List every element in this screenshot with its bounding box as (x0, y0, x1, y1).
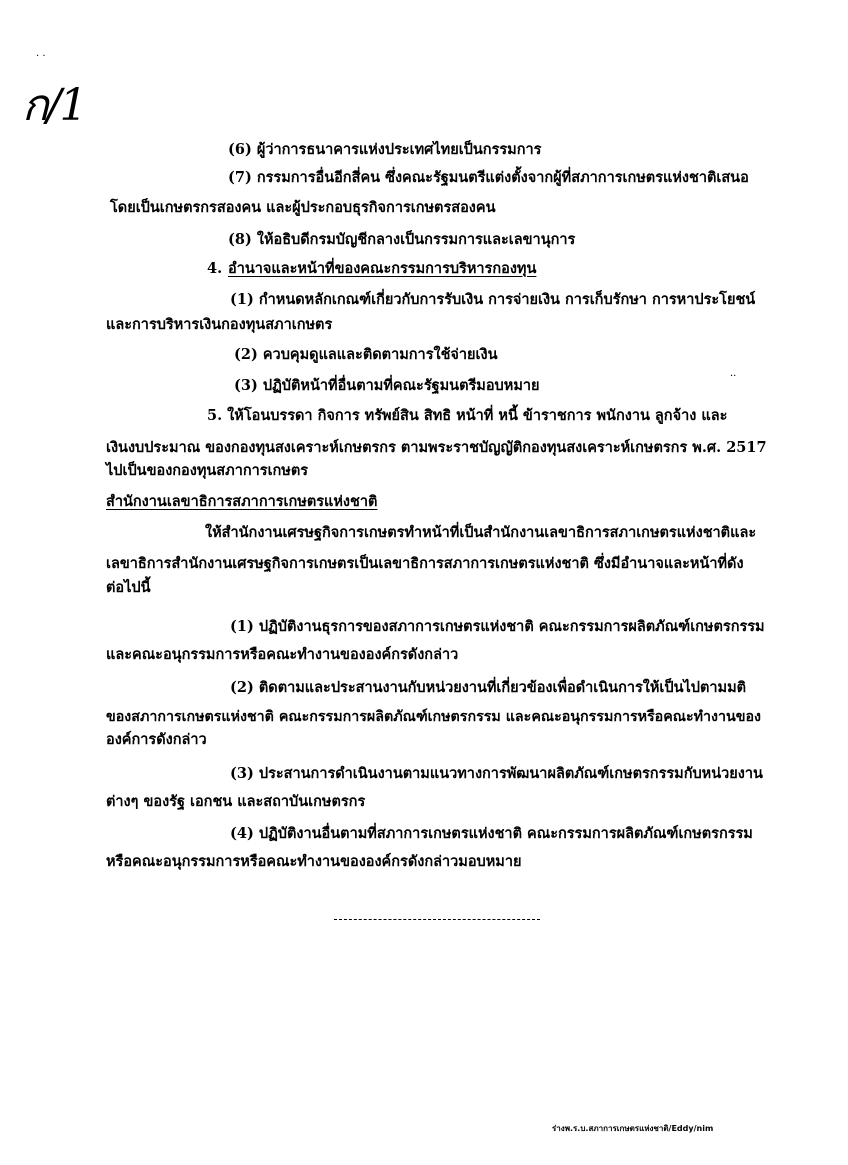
text-line: โดยเป็นเกษตรกรสองคน และผู้ประกอบธุรกิจการเกษตรสองคน (110, 199, 496, 216)
text-line: ให้สำนักงานเศรษฐกิจการเกษตรทำหน้าที่เป็นสำนักงานเลขาธิการสภาเกษตรแห่งชาติและ (205, 524, 757, 541)
text-line: ไปเป็นของกองทุนสภาการเกษตร (106, 462, 309, 479)
section-heading: อำนาจและหน้าที่ของคณะกรรมการบริหารกองทุน (228, 260, 537, 277)
text-line: เลขาธิการสำนักงานเศรษฐกิจการเกษตรเป็นเลขาธิการสภาการเกษตรแห่งชาติ ซึ่งมีอำนาจและหน้าที่ดัง (106, 555, 744, 572)
text-line: (1) กำหนดหลักเกณฑ์เกี่ยวกับการรับเงิน การจ่ายเงิน การเก็บรักษา การหาประโยชน์ (230, 291, 756, 308)
text-line: ของสภาการเกษตรแห่งชาติ คณะกรรมการผลิตภัณฑ์เกษตรกรรม และคณะอนุกรรมการหรือคณะทำงานของ (106, 709, 761, 725)
section-heading: สำนักงานเลขาธิการสภาการเกษตรแห่งชาติ (106, 493, 378, 510)
text-line: (2) ควบคุมดูแลและติดตามการใช้จ่ายเงิน (234, 346, 498, 363)
text-line: (6) ผู้ว่าการธนาคารแห่งประเทศไทยเป็นกรรมการ (228, 141, 542, 158)
text-line: ต่อไปนี้ (106, 579, 151, 596)
text-line: เงินงบประมาณ ของกองทุนสงเคราะห์เกษตรกร ตามพระราชบัญญัติกองทุนสงเคราะห์เกษตรกร พ.ศ. 2517 (106, 439, 767, 456)
text-line: 5. ให้โอนบรรดา กิจการ ทรัพย์สิน สิทธิ หน้าที่ หนี้ ข้าราชการ พนักงาน ลูกจ้าง และ (207, 407, 728, 424)
text-line: (2) ติดตามและประสานงานกับหน่วยงานที่เกี่ยวข้องเพื่อดำเนินการให้เป็นไปตามมติ (230, 679, 747, 696)
text-line: (7) กรรมการอื่นอีกสี่คน ซึ่งคณะรัฐมนตรีแต่งตั้งจากผู้ที่สภาการเกษตรแห่งชาติเสนอ (228, 169, 749, 186)
text-line: องค์การดังกล่าว (106, 731, 207, 748)
text-line: และการบริหารเงินกองทุนสภาเกษตร (106, 316, 333, 333)
text-line: และคณะอนุกรรมการหรือคณะทำงานขององค์กรดังกล่าว (106, 646, 459, 663)
handwritten-page-mark: ก/1 (22, 80, 86, 131)
footer-reference: ร่างพ.ร.บ.สภาการเกษตรแห่งชาติ/Eddy/nim (552, 1124, 714, 1133)
text-line: หรือคณะอนุกรรมการหรือคณะทำงานขององค์กรดังกล่าวมอบหมาย (106, 853, 522, 870)
text-line: (3) ปฏิบัติหน้าที่อื่นตามที่คณะรัฐมนตรีมอบหมาย (234, 377, 540, 394)
speck: · · (36, 51, 46, 62)
text-line: (8) ให้อธิบดีกรมบัญชีกลางเป็นกรรมการและเลขานุการ (228, 231, 576, 248)
closing-dashed-rule (334, 919, 540, 920)
speck: ·· (730, 371, 737, 382)
section-number: 4. (207, 260, 223, 277)
text-line: ต่างๆ ของรัฐ เอกชน และสถาบันเกษตรกร (106, 793, 366, 810)
text-line: (1) ปฏิบัติงานธุรการของสภาการเกษตรแห่งชาติ คณะกรรมการผลิตภัณฑ์เกษตรกรรม (230, 618, 765, 635)
text-line: (4) ปฏิบัติงานอื่นตามที่สภาการเกษตรแห่งชาติ คณะกรรมการผลิตภัณฑ์เกษตรกรรม (230, 825, 753, 842)
text-line: (3) ประสานการดำเนินงานตามแนวทางการพัฒนาผลิตภัณฑ์เกษตรกรรมกับหน่วยงาน (230, 765, 763, 782)
